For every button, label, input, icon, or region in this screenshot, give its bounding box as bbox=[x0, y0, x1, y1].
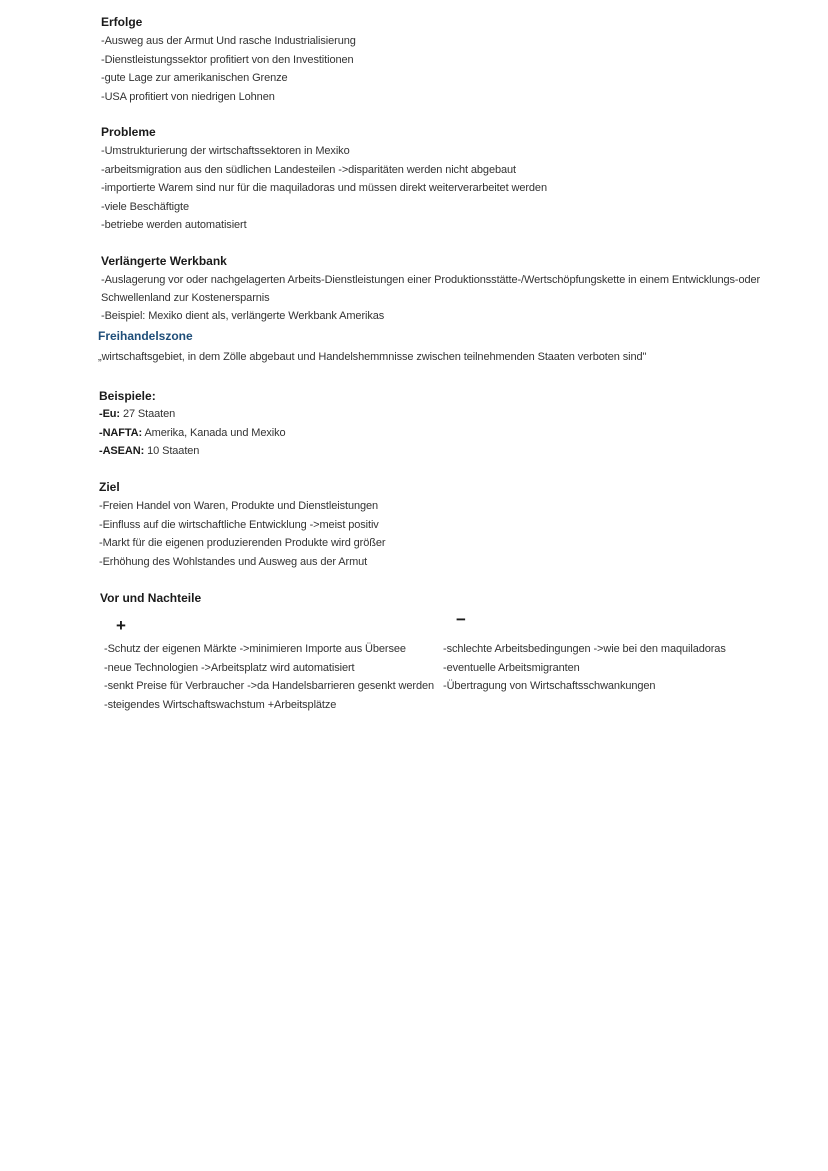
list-item: -USA profitiert von niedrigen Lohnen bbox=[101, 90, 275, 103]
section-probleme bbox=[101, 124, 547, 235]
heading-probleme: Probleme bbox=[101, 125, 156, 139]
list-item bbox=[99, 424, 286, 443]
list-erfolge bbox=[101, 32, 356, 106]
list-item: -Dienstleistungssektor profitiert von den Investitionen bbox=[101, 53, 354, 66]
heading-beispiele: Beispiele: bbox=[99, 389, 156, 403]
list-item: -Übertragung von Wirtschaftsschwankungen bbox=[443, 680, 656, 692]
example-label: -NAFTA: bbox=[99, 426, 143, 439]
list-nachteile bbox=[443, 640, 726, 696]
section-freihandelszone bbox=[98, 328, 646, 367]
list-item: -importierte Warem sind nur für die maquiladoras und müssen direkt weiterverarbeitet werden bbox=[101, 182, 547, 194]
list-item: -arbeitsmigration aus den südlichen Landesteilen ->disparitäten werden nicht abgebaut bbox=[101, 163, 516, 176]
example-label: -Eu: bbox=[99, 408, 120, 420]
list-item: -viele Beschäftigte bbox=[101, 200, 189, 213]
plus-icon: + bbox=[116, 616, 126, 635]
section-vor-nachteile bbox=[100, 590, 201, 606]
list-beispiele bbox=[99, 405, 286, 461]
heading-vor-nachteile: Vor und Nachteile bbox=[100, 591, 202, 605]
heading-erfolge: Erfolge bbox=[101, 15, 143, 29]
list-werkbank bbox=[101, 271, 791, 326]
list-ziel bbox=[99, 497, 385, 571]
list-item: -Erhöhung des Wohlstandes und Ausweg aus der Armut bbox=[99, 555, 368, 568]
list-item: -schlechte Arbeitsbedingungen ->wie bei den maquiladoras bbox=[443, 643, 726, 655]
list-item: -Markt für die eigenen produzierenden Produkte wird größer bbox=[99, 537, 386, 549]
section-ziel bbox=[99, 479, 385, 571]
list-item: -Schutz der eigenen Märkte ->minimieren Importe aus Übersee bbox=[104, 643, 406, 655]
list-item: -senkt Preise für Verbraucher ->da Handelsbarrieren gesenkt werden bbox=[104, 680, 434, 692]
list-item: -gute Lage zur amerikanischen Grenze bbox=[101, 72, 288, 84]
list-item: -neue Technologien ->Arbeitsplatz wird automatisiert bbox=[104, 661, 355, 674]
list-item: -Freien Handel von Waren, Produkte und Dienstleistungen bbox=[99, 500, 379, 512]
list-item bbox=[99, 405, 286, 424]
heading-ziel: Ziel bbox=[99, 480, 120, 494]
list-item: -Auslagerung vor oder nachgelagerten Arbeits-Dienstleistungen einer Produktionsstätte-/Wertschöpfungskette in einem Entwicklungs-oder Schwellenland zur Kostenersparnis bbox=[101, 274, 761, 304]
list-probleme bbox=[101, 142, 547, 235]
example-text: 10 Staaten bbox=[144, 445, 200, 457]
list-vorteile bbox=[104, 640, 434, 714]
list-item: -betriebe werden automatisiert bbox=[101, 219, 247, 231]
example-label: -ASEAN: bbox=[99, 445, 145, 457]
list-item: -steigendes Wirtschaftswachstum +Arbeitsplätze bbox=[104, 698, 337, 711]
heading-freihandelszone: Freihandelszone bbox=[98, 329, 193, 343]
minus-icon: − bbox=[456, 610, 466, 629]
list-item: -Ausweg aus der Armut Und rasche Industrialisierung bbox=[101, 35, 356, 47]
section-erfolge bbox=[101, 14, 356, 106]
definition-text: „wirtschaftsgebiet, in dem Zölle abgebaut und Handelshemmnisse zwischen teilnehmenden Staaten verboten sind" bbox=[98, 351, 647, 363]
heading-werkbank: Verlängerte Werkbank bbox=[101, 254, 227, 268]
list-item: -Beispiel: Mexiko dient als, verlängerte Werkbank Amerikas bbox=[101, 310, 385, 322]
list-item: -Umstrukturierung der wirtschaftssektoren in Mexiko bbox=[101, 145, 350, 157]
list-item bbox=[99, 442, 286, 461]
section-beispiele bbox=[99, 388, 286, 461]
example-text: Amerika, Kanada und Mexiko bbox=[142, 426, 286, 439]
example-text: 27 Staaten bbox=[119, 408, 176, 420]
section-werkbank bbox=[101, 253, 791, 326]
list-item: -eventuelle Arbeitsmigranten bbox=[443, 661, 580, 674]
list-item: -Einfluss auf die wirtschaftliche Entwicklung ->meist positiv bbox=[99, 518, 379, 531]
